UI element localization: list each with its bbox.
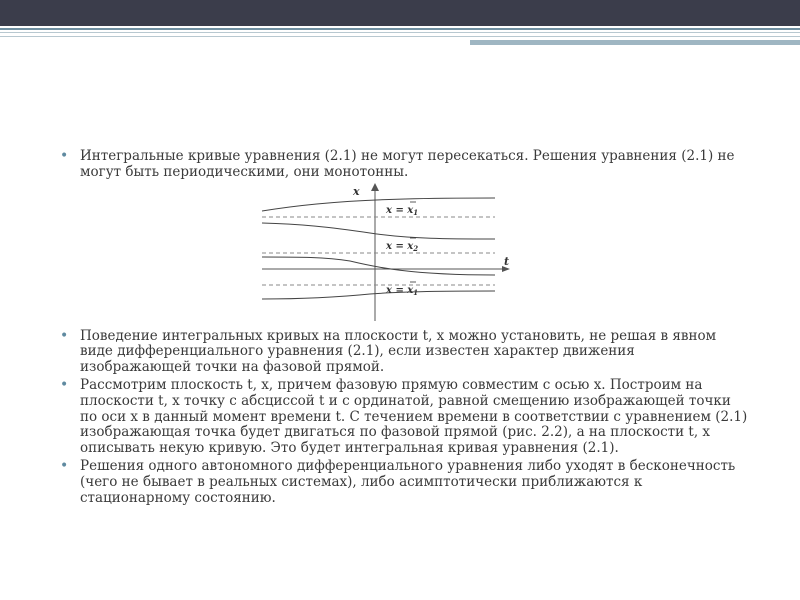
equilibrium-subscript: 2 [413, 243, 419, 253]
slide-content [60, 149, 750, 506]
x-axis-arrow [371, 183, 379, 191]
integral-curve [262, 198, 495, 211]
decor-stripe [0, 28, 800, 30]
bullet-item: • Интегральные кривые уравнения (2.1) не могут пересекаться. Решения уравнения (2.1) не могут быть периодическими, они монотонны. [60, 149, 750, 181]
bullet-item: • Поведение интегральных кривых на плоскости t, x можно установить, не решая в явном виде дифференциального уравнения (2.1), если известен характер движения изображающей точки на фазовой прямой. [60, 329, 750, 376]
decor-stripe [0, 36, 800, 37]
bullet-item: • Рассмотрим плоскость t, x, причем фазовую прямую совместим с осью x. Построим на плоскости t, x точку с абсциссой t и с ординатой, равной смещению изображающей точки по оси x в данный момент времени t. С течением времени в соответствии с уравнением (2.1) изображающая точка будет двигаться по фазовой прямой (рис. 2.2), а на плоскости t, x описывать некую кривую. Это будет интегральная кривая уравнения (2.1). [60, 378, 750, 457]
x-axis-label: x [353, 184, 360, 198]
t-axis-label: t [504, 254, 510, 268]
title-bar [0, 0, 800, 26]
equilibrium-subscript: 1 [413, 207, 419, 217]
integral-curves-figure [240, 183, 510, 323]
equilibrium-subscript: 1 [413, 287, 419, 297]
equilibrium-label: $x = x_1$ [386, 204, 419, 217]
decor-stripe [0, 32, 800, 33]
decor-block [470, 40, 800, 45]
integral-curve [262, 257, 495, 275]
equilibrium-label: $x = x_1$ [386, 284, 419, 297]
integral-curve [262, 291, 495, 299]
integral-curve [262, 223, 495, 239]
equilibrium-label: $x = x_2$ [386, 240, 419, 253]
bullet-item: • Решения одного автономного дифференциального уравнения либо уходят в бесконечность (чего не бывает в реальных системах), либо асимптотически приближаются к стационарному состоянию. [60, 459, 750, 506]
